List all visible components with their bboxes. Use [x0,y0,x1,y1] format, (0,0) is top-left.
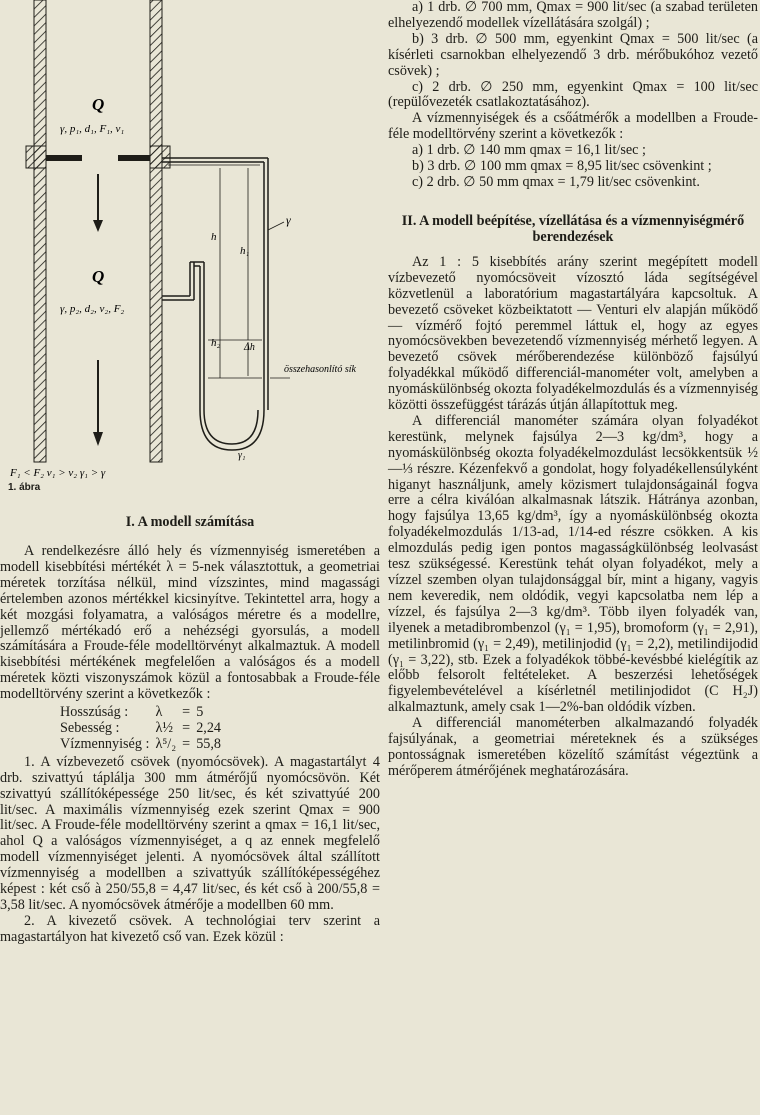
left-text [0,514,380,946]
table-name: Sebesség : [60,719,120,736]
manometer-diagram [0,0,380,510]
table-val: 55,8 [196,735,222,752]
table-eq: = [182,735,191,752]
model-intro: A vízmennyiségek és a csőátmérők a modellben a Froude-féle modelltörvény szerint a következők : [388,110,758,143]
gamma1-label: γ₁ [238,450,246,461]
h2-label: h₂ [211,337,221,349]
left-para-1: A rendelkezésre álló hely és vízmennyiség ismeretében a modell kisebbítési mértékét λ = 5-nek választottuk, a geometriai méretek torzítása nélkül, mind vízszintes, mind magassági értelemben azonos mértékkel kicsinyítve. Tekintettel arra, hogy a két mozgási folyamatra, a valóságos méretre és a modellre, jellemző mértékadó erő a nehézségi gyorsulás, a modell számítására a Froude-féle modelltörvényt alkalmaztuk. A modell kisebbítési mértékének megfelelően a valóságos és a modell méretek közti viszonyszámok közül a fontosabbak a Froude-féle modelltörvény szerint a következők : [0,543,380,703]
section-title-1: I. A modell számítása [125,514,255,530]
left-para-2: 1. A vízbevezető csövek (nyomócsövek). A magastartályt 4 drb. szivattyú táplálja 300 mm átmérőjű nyomócsövön. Két szivattyú szállítóképessége 250 lit/sec, és két szivattyúé 200 lit/sec. A maximális vízmennyiség ezek szerint Qmax = 900 lit/sec. A Froude-féle modelltörvény szerint a qmax = 16,1 lit/sec, ahol Q a valóságos vízmennyiséget, a q az ennek megfelelő modell vízmennyiséget jelenti. A nyomócsövek által szállított vízmennyiség a modellben a szivattyúk szállítóképességéhez képest : két cső à 250/55,8 = 4,47 lit/sec, és két cső à 200/55,8 = 3,58 lit/sec. A nyomócsövek átmérője a modellben 60 mm. [0,753,380,913]
model-b: b) 3 drb. ∅ 100 mm qmax = 8,95 lit/sec csövenkint ; [412,158,712,175]
flange-left [26,146,46,168]
table-sym: λ⁵/₂ [155,735,177,752]
pipe-wall-left [34,0,46,462]
right-para-1: Az 1 : 5 kisebbítés arány szerint megépített modell vízbevezető nyomócsöveit vízosztó láda segítségével közvetlenül a laboratórium magastartályára kapcsoltuk. A bevezető csöveket közbeiktatott — Venturi elv alapján működő — vízmérő fojtó peremmel láttuk el, hogy az egyes nyomócsövekben bevezetendő vízmennyiség mérhető legyen. A bevezető csövek mérőberendezése különböző fajsúlyú folyadékkal működő differenciál-manométer volt, amelyben a nyomáskülönbség okozta folyadékelmozdulás és a vízmennyiség közötti összefüggést tárázás útján állapítottuk meg. [388,253,758,414]
figure-1 [0,0,380,510]
item-c: c) 2 drb. ∅ 250 mm, egyenkint Qmax = 100 lit/sec (repülővezeték csatlakoztatásához). [388,78,758,111]
table-sym: λ½ [155,719,173,736]
h1-label: h₁ [240,245,250,257]
model-c: c) 2 drb. ∅ 50 mm qmax = 1,79 lit/sec csövenkint. [412,173,700,190]
table-val: 2,24 [196,719,222,736]
table-name: Vízmennyiség : [60,735,150,752]
q-lower-label: Q [92,267,105,286]
orifice-plate-right [118,155,150,161]
dh-label: Δh [244,342,255,353]
section-title-2: II. A modell beépítése, vízellátása és a vízmennyiségmérő berendezések [401,212,745,245]
orifice-plate-left [46,155,82,161]
table-row [60,721,227,737]
relations-label: F₁ < F₂ v₁ > v₂ γ₁ > γ [10,467,106,479]
item-a: a) 1 drb. ∅ 700 mm, Qmax = 900 lit/sec (a szabad területen elhelyezendő modellek vízellátására szolgál) ; [388,0,758,31]
item-b: b) 3 drb. ∅ 500 mm, egyenkint Qmax = 500 lit/sec (a kísérleti csarnokban elhelyezendő 3 drb. mérőbukóhoz vezető csövek) ; [388,30,758,79]
params-upper-label: γ, p₁, d₁, F₁, v₁ [60,123,125,135]
gamma-label: γ [286,213,291,227]
model-a: a) 1 drb. ∅ 140 mm qmax = 16,1 lit/sec ; [412,142,646,159]
table-eq: = [182,704,191,721]
flange-right [150,146,170,168]
comparison-level-label: összehasonlító sík [284,364,356,375]
left-para-3: 2. A kivezető csövek. A technológiai terv szerint a magastartályon hat kivezető cső van. Ezek közül : [0,912,380,945]
left-column [0,0,380,945]
table-val: 5 [196,704,204,721]
table-row [60,737,227,753]
h-label: h [211,231,217,243]
table-row [60,705,227,721]
figure-caption: 1. ábra [8,482,41,493]
pipe-wall-right [150,0,162,462]
right-para-2: A differenciál manométer számára olyan folyadékot kerestünk, melynek fajsúlya 2—3 kg/dm³, hogy a nyomáskülönbség okozta folyadékelmozdulást lecsökkentsük ½—⅓ részre. Kézenfekvő a gondolat, hogy folyadékellensúlyként higanyt használjunk, amely közismert tulajdonságainál fogva erre a célra kiválóan alkalmasnak látszik. Hátránya azonban, hogy fajsúlya 13,65 kg/dm³, így a nyomáskülönbség okozta folyadékelmozdulás 1/13-ad, 1/14-ed részre csökken. A kis elmozdulás pedig igen pontos magasságkülönbség leolvasást tesz szükségessé. Kerestünk tehát olyan folyadékot, mely a vízzel szemben olyan tulajdonsággal bír, mint a higany, vagyis nem keveredik, nem oldódik, vegyi kapcsolatba nem lép a vízzel, és fajsúlya 2—3 kg/dm³. Több ilyen folyadék van, ilyenek a metadibrombenzol (γ₁ = 1,95), bromoform (γ₁ = 2,91), metilinbromid (γ₁ = 2,49), metilinjodid (γ₁ = 2,2), metilindijodid (γ₁ = 3,22), stb. Ezek a folyadékok többé-kevésbbé kielégítik az előbb felsorolt feltételeket. A beszerzési lehetőségek figyelembevételével a kísérletnél metilinjodidot (C H₂J) alkalmaztunk, amely csak 1—2%-ban oldódik vízben. [388,412,758,716]
params-lower-label: γ, p₂, d₂, v₂, F₂ [60,303,125,315]
q-upper-label: Q [92,95,105,114]
table-name: Hosszúság : [60,704,129,721]
froude-table [60,705,227,753]
table-eq: = [182,719,191,736]
table-sym: λ [155,704,163,721]
right-column [388,0,758,780]
right-para-3: A differenciál manométerben alkalmazandó folyadék fajsúlyának, a geometriai méreteknek és a szükséges pontosságnak ismeretében közelítő számítást végeztünk a mérőperem átmérőjének meghatározására. [388,715,758,779]
